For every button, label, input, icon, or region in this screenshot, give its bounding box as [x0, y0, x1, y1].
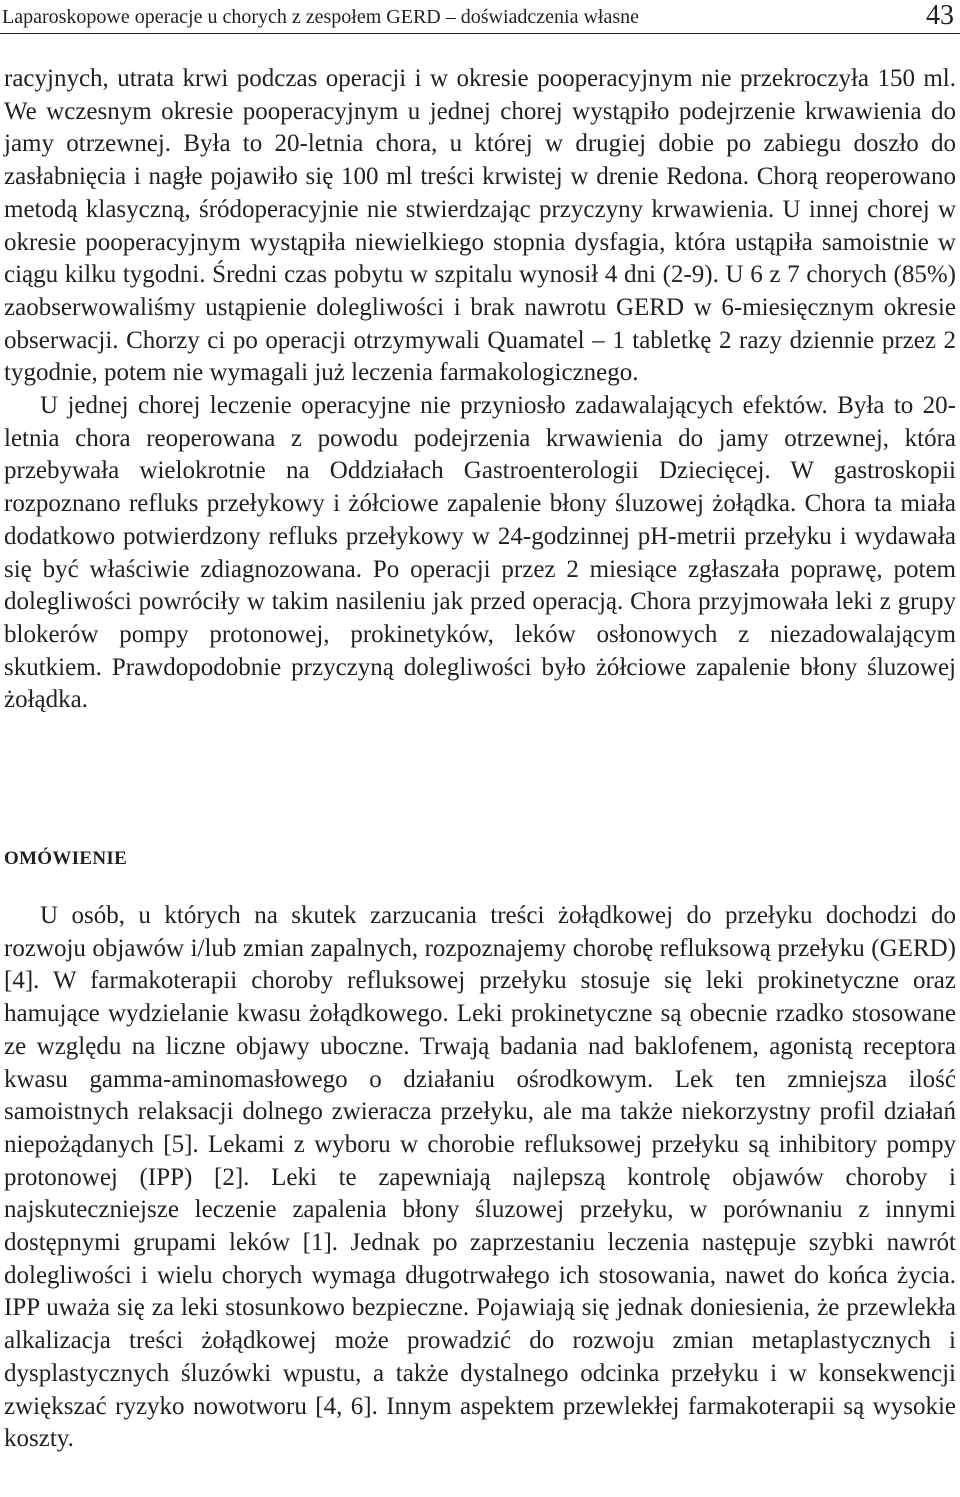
body-text-before-section	[4, 63, 956, 717]
header-rule	[0, 33, 960, 34]
running-header	[0, 0, 960, 34]
running-title: Laparoskopowe operacje u chorych z zespołem GERD – doświadczenia własne	[2, 6, 639, 28]
section-heading: OMÓWIENIE	[4, 848, 128, 869]
body-paragraph: racyjnych, utrata krwi podczas operacji i w okresie pooperacyjnym nie przekroczyła 150 ml. We wczesnym okresie pooperacyjnym u jednej chorej wystąpiło podejrzenie krwawienia do jamy otrzewnej. Była to 20-letnia chora, u której w drugiej dobie po zabiegu doszło do zasłabnięcia i nagłe pojawiło się 100 ml treści krwistej w drenie Redona. Chorą reoperowano metodą klasyczną, śródoperacyjnie nie stwierdzając przyczyny krwawienia. U innej chorej w okresie pooperacyjnym wystąpiła niewielkiego stopnia dysfagia, która ustąpiła samoistnie w ciągu kilku tygodni. Średni czas pobytu w szpitalu wynosił 4 dni (2-9). U 6 z 7 chorych (85%) zaobserwowaliśmy ustąpienie dolegliwości i brak nawrotu GERD w 6-miesięcznym okresie obserwacji. Chorzy ci po operacji otrzymywali Quamatel – 1 tabletkę 2 razy dziennie przez 2 tygodnie, potem nie wymagali już leczenia farmakologicznego.	[4, 65, 956, 387]
body-text-discussion	[4, 900, 956, 1456]
body-paragraph: U jednej chorej leczenie operacyjne nie przyniosło zadawalających efektów. Była to 20-letnia chora reoperowana z powodu podejrzenia krwawienia do jamy otrzewnej, która przebywała wielokrotnie na Oddziałach Gastroenterologii Dziecięcej. W gastroskopii rozpoznano refluks przełykowy i żółciowe zapalenie błony śluzowej żołądka. Chora ta miała dodatkowo potwierdzony refluks przełykowy w 24-godzinnej pH-metrii przełyku i wydawała się być właściwie zdiagnozowana. Po operacji przez 2 miesiące zgłaszała poprawę, potem dolegliwości powróciły w takim nasileniu jak przed operacją. Chora przyjmowała leki z grupy blokerów pompy protonowej, prokinetyków, leków osłonowych z niezadowalającym skutkiem. Prawdopodobnie przyczyną dolegliwości było żółciowe zapalenie błony śluzowej żołądka.	[4, 392, 956, 714]
body-paragraph: U osób, u których na skutek zarzucania treści żołądkowej do przełyku dochodzi do rozwoju objawów i/lub zmian zapalnych, rozpoznajemy chorobę refluksową przełyku (GERD) [4]. W farmakoterapii choroby refluksowej przełyku stosuje się leki prokinetyczne oraz hamujące wydzielanie kwasu żołądkowego. Leki prokinetyczne są obecnie rzadko stosowane ze względu na liczne objawy uboczne. Trwają badania nad baklofenem, agonistą receptora kwasu gamma-aminomasłowego o działaniu ośrodkowym. Lek ten zmniejsza ilość samoistnych relaksacji dolnego zwieracza przełyku, ale ma także niekorzystny profil działań niepożądanych [5]. Lekami z wyboru w chorobie refluksowej przełyku są inhibitory pompy protonowej (IPP) [2]. Leki te zapewniają najlepszą kontrolę objawów choroby i najskuteczniejsze leczenie zapalenia błony śluzowej przełyku, w porównaniu z innymi dostępnymi grupami leków [1]. Jednak po zaprzestaniu leczenia następuje szybki nawrót dolegliwości i wielu chorych wymaga długotrwałego ich stosowania, nawet do końca życia. IPP uważa się za leki stosunkowo bezpieczne. Pojawiają się jednak doniesienia, że przewlekła alkalizacja treści żołądkowej może prowadzić do rozwoju zmian metaplastycznych i dysplastycznych śluzówki wpustu, a także dystalnego odcinka przełyku i w konsekwencji zwiększać ryzyko nowotworu [4, 6]. Innym aspektem przewlekłej farmakoterapii są wysokie koszty.	[4, 902, 956, 1453]
page-number: 43	[926, 0, 954, 31]
